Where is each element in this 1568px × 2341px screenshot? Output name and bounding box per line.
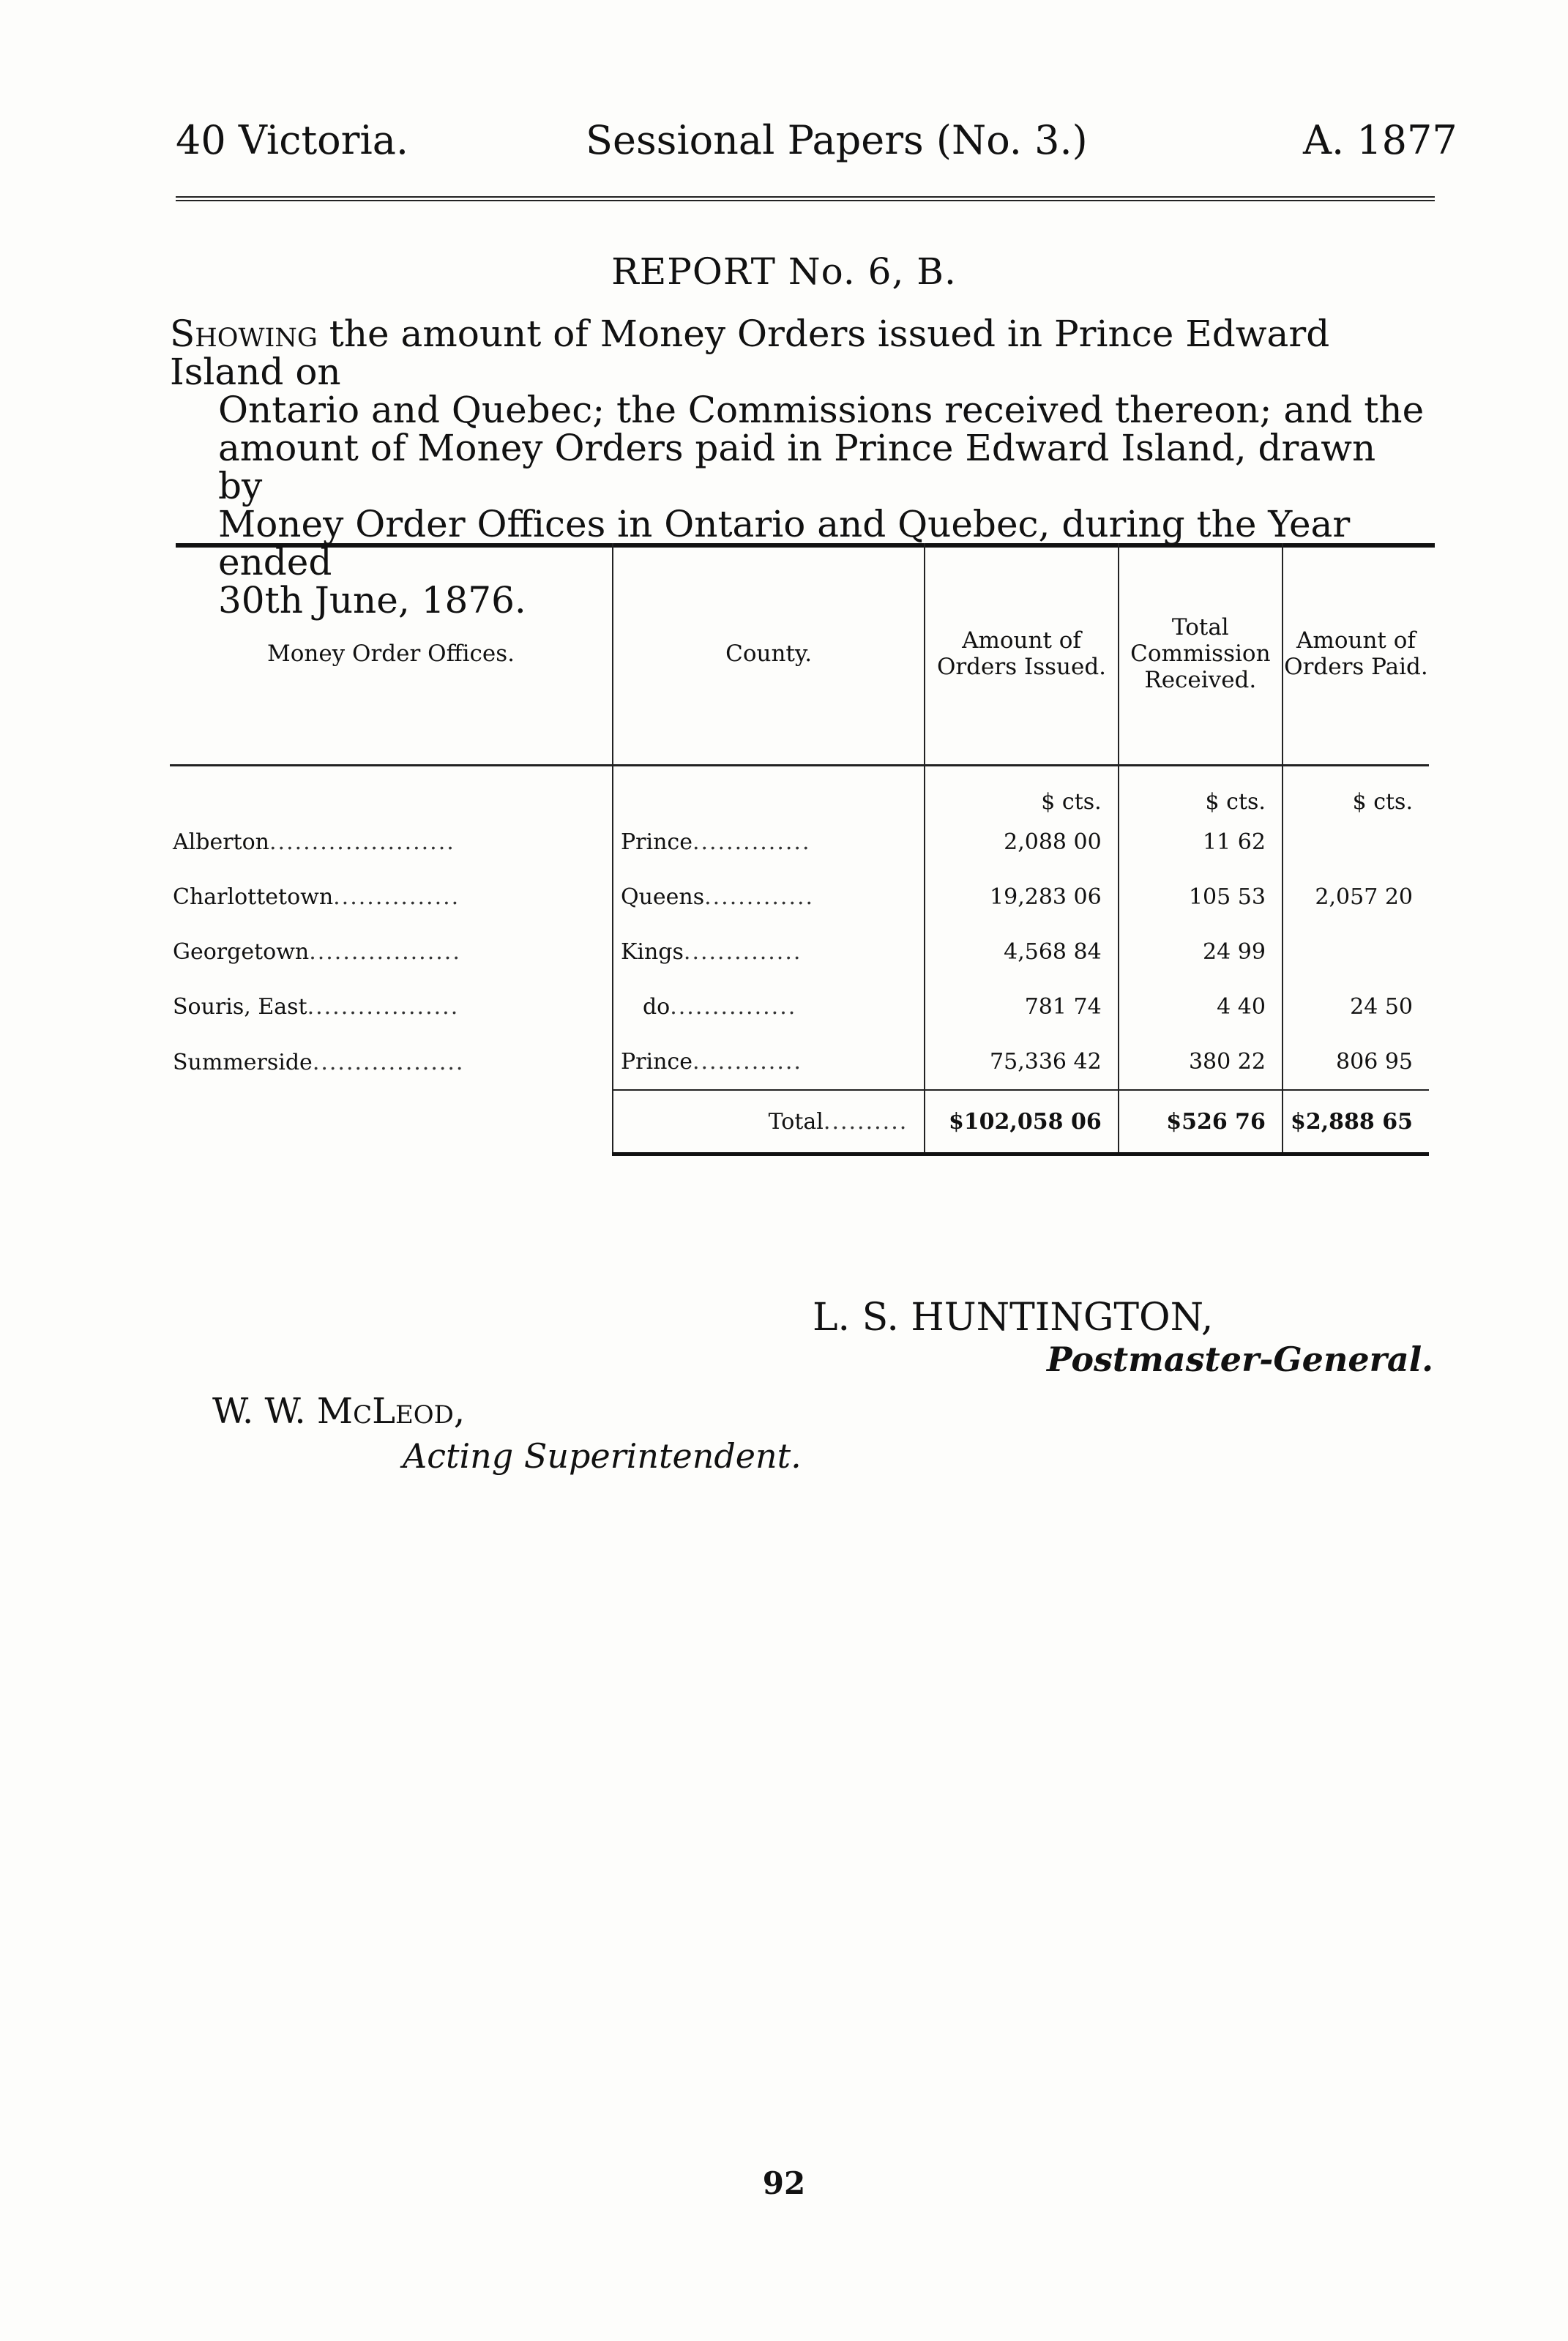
- table-row: Summerside.................. Prince............. 75,336 42 380 22 806 95: [170, 1034, 1429, 1090]
- col-header-paid: Amount of Orders Paid.: [1283, 543, 1429, 766]
- col-header-issued: Amount of Orders Issued.: [925, 543, 1118, 766]
- commission-value: 11 62: [1119, 815, 1283, 870]
- intro-line-5: 30th June, 1876.: [218, 579, 526, 621]
- postmaster-title: Postmaster-General.: [1047, 1340, 1434, 1379]
- intro-first-word: Showing: [170, 313, 318, 355]
- col-header-county: County.: [613, 543, 925, 766]
- table-row: Alberton...................... Prince.............. 2,088 00 11 62: [170, 815, 1429, 870]
- intro-line-2: Ontario and Quebec; the Commissions received thereon; and the: [218, 389, 1425, 431]
- postmaster-name: L. S. HUNTINGTON,: [813, 1296, 1214, 1340]
- units-row: [170, 766, 1429, 815]
- col-header-commission: Total Commission Received.: [1119, 543, 1283, 766]
- issued-value: 781 74: [925, 979, 1118, 1034]
- county-name: Queens: [620, 884, 705, 910]
- total-commission: $526 76: [1119, 1090, 1283, 1154]
- issued-value: 4,568 84: [925, 925, 1118, 979]
- table-row: Georgetown.................. Kings.............. 4,568 84 24 99: [170, 925, 1429, 979]
- county-name: Kings: [620, 939, 684, 965]
- commission-value: 24 99: [1119, 925, 1283, 979]
- table-header-row: [170, 543, 1429, 766]
- commission-value: 380 22: [1119, 1034, 1283, 1090]
- county-name: Prince: [620, 829, 692, 855]
- total-label: Total: [768, 1108, 824, 1135]
- col-header-office: Money Order Offices.: [170, 543, 613, 766]
- office-name: Alberton: [173, 829, 269, 855]
- intro-line-4: Money Order Offices in Ontario and Quebec, during the Year ended: [218, 503, 1351, 583]
- unit-issued: $ cts.: [925, 766, 1118, 815]
- commission-value: 105 53: [1119, 870, 1283, 925]
- office-name: Summerside: [173, 1049, 313, 1075]
- county-name: Prince: [620, 1049, 692, 1075]
- county-name: do: [642, 994, 671, 1020]
- issued-value: 19,283 06: [925, 870, 1118, 925]
- paid-value: [1283, 815, 1429, 870]
- issued-value: 2,088 00: [925, 815, 1118, 870]
- office-name: Charlottetown: [173, 884, 334, 910]
- total-issued: $102,058 06: [925, 1090, 1118, 1154]
- paid-value: [1283, 925, 1429, 979]
- intro-line-3: amount of Money Orders paid in Prince Edward Island, drawn by: [218, 427, 1376, 507]
- total-paid: $2,888 65: [1283, 1090, 1429, 1154]
- issued-value: 75,336 42: [925, 1034, 1118, 1090]
- total-row: Total.......... $102,058 06 $526 76 $2,888 65: [170, 1090, 1429, 1154]
- paid-value: 24 50: [1283, 979, 1429, 1034]
- superintendent-name: W. W. McLeod,: [212, 1391, 466, 1432]
- office-name: Georgetown: [173, 939, 310, 965]
- unit-commission: $ cts.: [1119, 766, 1283, 815]
- paid-value: 806 95: [1283, 1034, 1429, 1090]
- report-title: REPORT No. 6, B.: [611, 250, 957, 293]
- table-row: Charlottetown............... Queens............. 19,283 06 105 53 2,057 20: [170, 870, 1429, 925]
- paid-value: 2,057 20: [1283, 870, 1429, 925]
- office-name: Souris, East: [173, 994, 307, 1020]
- unit-paid: $ cts.: [1283, 766, 1429, 815]
- superintendent-title: Acting Superintendent.: [403, 1436, 802, 1476]
- intro-line-1: the amount of Money Orders issued in Prince Edward Island on: [170, 313, 1330, 393]
- money-orders-table: [170, 543, 1429, 1156]
- page-number: 92: [762, 2165, 806, 2201]
- header-sessional-papers: Sessional Papers (No. 3.): [586, 117, 1088, 163]
- table-row: Souris, East.................. do............... 781 74 4 40 24 50: [170, 979, 1429, 1034]
- header-year: A. 1877: [1303, 117, 1457, 163]
- header-rule: [176, 196, 1435, 201]
- commission-value: 4 40: [1119, 979, 1283, 1034]
- header-volume: 40 Victoria.: [176, 117, 409, 163]
